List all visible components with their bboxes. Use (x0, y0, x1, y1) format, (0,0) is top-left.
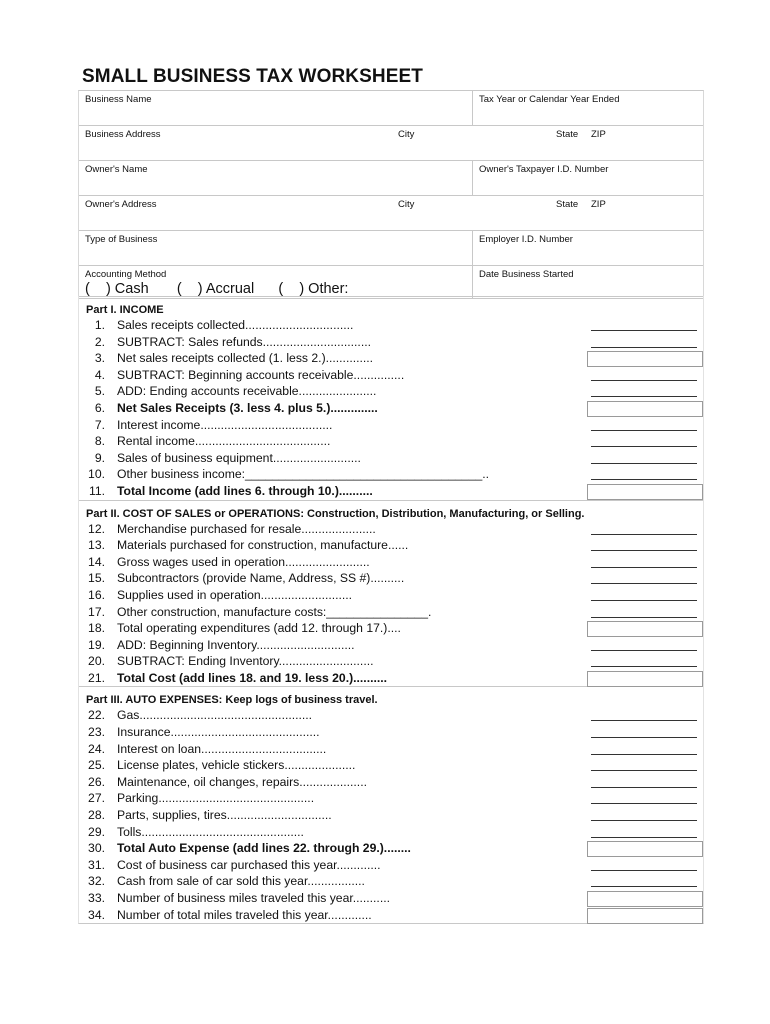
line-label: Net sales receipts collected (1. less 2.).............. (117, 351, 374, 366)
amount-field[interactable] (591, 385, 697, 397)
accounting-method-label: Accounting Method (85, 269, 167, 280)
line-number: 4. (94, 367, 105, 382)
line-27 (79, 790, 703, 807)
line-8 (79, 433, 703, 450)
line-label: Maintenance, oil changes, repairs.................... (117, 774, 367, 789)
line-label: Rental income........................................ (117, 434, 331, 449)
owners-city-field[interactable]: City (398, 199, 415, 210)
business-zip-field[interactable]: ZIP (591, 129, 606, 140)
amount-field[interactable] (591, 606, 697, 618)
line-22 (79, 707, 703, 724)
amount-field[interactable] (591, 826, 697, 838)
owners-state-field[interactable]: State (556, 199, 579, 210)
line-number: 27. (88, 791, 105, 806)
amount-field[interactable] (591, 655, 697, 667)
line-number: 22. (88, 708, 105, 723)
line-26 (79, 774, 703, 791)
line-label: SUBTRACT: Beginning accounts receivable............... (117, 367, 405, 382)
amount-field[interactable] (591, 369, 697, 381)
line-20 (79, 653, 703, 670)
line-label: ADD: Beginning Inventory............................. (117, 637, 355, 652)
type-of-business-row (79, 231, 703, 266)
line-label: SUBTRACT: Ending Inventory............................ (117, 654, 374, 669)
line-number: 12. (88, 521, 105, 536)
line-number: 3. (94, 351, 105, 366)
line-label: SUBTRACT: Sales refunds................................ (117, 334, 371, 349)
employer-id-field[interactable]: Employer I.D. Number (479, 234, 573, 245)
line-label: Interest on loan..................................... (117, 741, 327, 756)
line-number: 14. (88, 554, 105, 569)
business-address-field[interactable]: Business Address (85, 129, 161, 140)
amount-field[interactable] (591, 589, 697, 601)
owners-taxpayer-id-field[interactable]: Owner's Taxpayer I.D. Number (479, 164, 609, 175)
business-city-field[interactable]: City (398, 129, 415, 140)
page-title: SMALL BUSINESS TAX WORKSHEET (82, 66, 423, 87)
amount-field[interactable] (591, 709, 697, 721)
line-16 (79, 587, 703, 604)
line-13 (79, 537, 703, 554)
amount-field[interactable] (591, 776, 697, 788)
line-label: Cost of business car purchased this year............. (117, 857, 381, 872)
line-label: Total Cost (add lines 18. and 19. less 20.).......... (117, 670, 388, 685)
amount-field[interactable] (591, 468, 697, 480)
part-1-heading: Part I. INCOME (79, 296, 703, 317)
line-label: Tolls................................................ (117, 824, 304, 839)
line-number: 9. (94, 450, 105, 465)
line-label: Total Income (add lines 6. through 10.).......... (117, 483, 373, 498)
line-label: Sales of business equipment.......................... (117, 450, 361, 465)
line-label: Total operating expenditures (add 12. through 17.).... (117, 621, 401, 636)
line-number: 8. (94, 434, 105, 449)
line-label: Other business income:___________________________________.. (117, 467, 490, 482)
line-label: Net Sales Receipts (3. less 4. plus 5.).............. (117, 400, 378, 415)
line-7 (79, 417, 703, 434)
amount-field[interactable] (591, 639, 697, 651)
amount-field[interactable] (591, 726, 697, 738)
line-14 (79, 554, 703, 571)
line-4 (79, 367, 703, 384)
line-34 (79, 907, 703, 924)
line-33 (79, 890, 703, 907)
line-label: Subcontractors (provide Name, Address, SS #).......... (117, 571, 405, 586)
line-number: 24. (88, 741, 105, 756)
line-6 (79, 400, 703, 417)
amount-field[interactable] (591, 875, 697, 887)
owners-address-row (79, 196, 703, 231)
line-17 (79, 604, 703, 621)
amount-field[interactable] (591, 452, 697, 464)
line-number: 29. (88, 824, 105, 839)
type-of-business-field[interactable]: Type of Business (85, 234, 158, 245)
line-number: 6. (94, 400, 105, 415)
amount-field[interactable] (591, 759, 697, 771)
line-label: Supplies used in operation........................... (117, 587, 353, 602)
line-number: 28. (88, 808, 105, 823)
business-info-grid (78, 90, 704, 299)
amount-field[interactable] (591, 792, 697, 804)
business-state-field[interactable]: State (556, 129, 579, 140)
line-31 (79, 857, 703, 874)
line-number: 33. (88, 891, 105, 905)
line-3 (79, 350, 703, 367)
line-number: 18. (88, 621, 105, 636)
line-number: 23. (88, 725, 105, 740)
line-number: 15. (88, 571, 105, 586)
line-11 (79, 483, 703, 500)
owners-zip-field[interactable]: ZIP (591, 199, 606, 210)
line-number: 17. (88, 604, 105, 619)
line-10 (79, 466, 703, 483)
line-number: 16. (88, 587, 105, 602)
line-2 (79, 334, 703, 351)
line-label: Gas................................................... (117, 708, 313, 723)
line-21 (79, 670, 703, 687)
line-number: 25. (88, 758, 105, 773)
line-number: 34. (88, 907, 105, 922)
amount-field[interactable] (591, 435, 697, 447)
line-18 (79, 620, 703, 637)
line-label: Materials purchased for construction, manufacture...... (117, 538, 409, 553)
line-29 (79, 824, 703, 841)
line-number: 11. (88, 483, 105, 498)
line-label: License plates, vehicle stickers..................... (117, 758, 356, 773)
amount-box[interactable] (587, 484, 703, 500)
amount-field[interactable] (591, 523, 697, 535)
line-24 (79, 741, 703, 758)
line-label: Parts, supplies, tires............................... (117, 808, 332, 823)
amount-field[interactable] (591, 743, 697, 755)
line-number: 5. (94, 384, 105, 399)
amount-field[interactable] (591, 539, 697, 551)
line-number: 31. (88, 857, 105, 872)
line-label: Other construction, manufacture costs:_______________. (117, 604, 432, 619)
line-19 (79, 637, 703, 654)
line-23 (79, 724, 703, 741)
line-number: 1. (94, 318, 105, 332)
worksheet-body (78, 296, 704, 924)
line-label: Interest income....................................... (117, 417, 333, 432)
line-label: Number of business miles traveled this year........... (117, 891, 390, 905)
line-label: Merchandise purchased for resale...................... (117, 521, 376, 536)
amount-box[interactable] (587, 621, 703, 637)
amount-box[interactable] (587, 671, 703, 687)
accounting-method-row (79, 266, 703, 299)
business-name-field[interactable]: Business Name (85, 94, 152, 105)
amount-field[interactable] (591, 859, 697, 871)
line-label: Parking.............................................. (117, 791, 315, 806)
line-number: 20. (88, 654, 105, 669)
line-number: 26. (88, 774, 105, 789)
amount-field[interactable] (591, 336, 697, 348)
part-3-heading: Part III. AUTO EXPENSES: Keep logs of business travel. (79, 686, 703, 707)
line-label: Insurance............................................ (117, 725, 320, 740)
line-12 (79, 521, 703, 538)
part-2-heading: Part II. COST OF SALES or OPERATIONS: Construction, Distribution, Manufacturing, or Selling. (79, 500, 703, 521)
amount-field[interactable] (591, 572, 697, 584)
amount-field[interactable] (591, 809, 697, 821)
amount-field[interactable] (591, 319, 697, 331)
business-address-row (79, 126, 703, 161)
owners-name-field[interactable]: Owner's Name (85, 164, 148, 175)
line-25 (79, 757, 703, 774)
line-number: 30. (88, 841, 105, 856)
accounting-method-options[interactable]: ( ) Cash ( ) Accrual ( ) Other: (85, 281, 349, 297)
business-name-row (79, 91, 703, 126)
line-number: 21. (88, 670, 105, 685)
line-number: 19. (88, 637, 105, 652)
amount-box[interactable] (587, 351, 703, 367)
line-number: 13. (88, 538, 105, 553)
date-started-field[interactable]: Date Business Started (479, 269, 574, 280)
line-number: 32. (88, 874, 105, 889)
amount-box[interactable] (587, 841, 703, 857)
tax-year-field[interactable]: Tax Year or Calendar Year Ended (479, 94, 620, 105)
line-32 (79, 873, 703, 890)
line-1 (79, 317, 703, 334)
amount-field[interactable] (591, 419, 697, 431)
line-label: ADD: Ending accounts receivable....................... (117, 384, 377, 399)
line-label: Sales receipts collected................................ (117, 318, 354, 332)
line-number: 10. (88, 467, 105, 482)
amount-field[interactable] (591, 556, 697, 568)
line-28 (79, 807, 703, 824)
owners-name-row (79, 161, 703, 196)
line-9 (79, 450, 703, 467)
amount-box[interactable] (587, 908, 703, 924)
line-label: Number of total miles traveled this year............. (117, 907, 372, 922)
owners-address-field[interactable]: Owner's Address (85, 199, 157, 210)
line-label: Cash from sale of car sold this year................. (117, 874, 365, 889)
line-5 (79, 383, 703, 400)
line-label: Gross wages used in operation......................... (117, 554, 370, 569)
line-30 (79, 840, 703, 857)
amount-box[interactable] (587, 891, 703, 907)
line-label: Total Auto Expense (add lines 22. through 29.)........ (117, 841, 411, 856)
amount-box[interactable] (587, 401, 703, 417)
line-number: 2. (94, 334, 105, 349)
line-number: 7. (94, 417, 105, 432)
line-15 (79, 570, 703, 587)
